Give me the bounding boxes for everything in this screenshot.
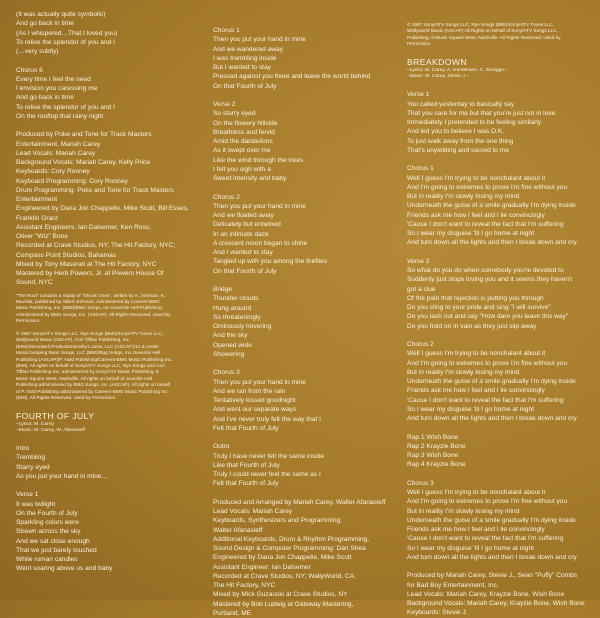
text-line: I was trembling inside — [213, 54, 277, 62]
text-line: Engineered by Dana Jon Chappelle, Mike Scott, Bill Esses, — [16, 205, 189, 213]
text-line: Rap 1 Wish Bone — [407, 433, 459, 441]
text-line: (BMI). All rights on behalf of Sony/ATV Songs LLC, Rye Songs and Cori — [16, 362, 165, 368]
spacer — [407, 423, 597, 432]
text-line: Chorus 3 — [213, 369, 240, 377]
text-line: And turn down all the lights and then I break down and cry — [407, 553, 577, 561]
text-line: (…very subtly) — [16, 48, 59, 55]
text-line: Recorded at Crave Studios, NY; WallyWorld, CA; — [213, 572, 356, 580]
text-line: Muchita, published by Albert Johnson, Administered by Careers-BMG — [16, 298, 160, 304]
text-line: And we sat close enough — [16, 537, 90, 545]
text-line: Publishing, 8 Music Square West, Nashville. All Rights Reserved. Used by — [407, 34, 561, 40]
spacer — [16, 481, 206, 490]
text-line: And went our separate ways — [213, 406, 297, 414]
text-line: Sweet intensity and baby — [213, 175, 287, 182]
text-line: To just walk away from the one thing — [407, 137, 514, 145]
text-line: On that Fourth of July — [213, 267, 277, 275]
text-line: Tiffani Publishing Inc. administered by Sony/ATV Music Publishing, 8 — [16, 369, 159, 375]
text-line: Sound, NYC — [16, 279, 53, 287]
text-line: On the Fourth of July — [16, 509, 78, 517]
column-left — [16, 10, 206, 574]
text-line: 'Cause I don't want to reveal the fact that I'm suffering — [407, 220, 564, 228]
text-line: (It was actually quite symbolic) — [16, 11, 106, 18]
text-line: Recorded at Crave Studios, NY; The Hit Factory, NYC; — [16, 242, 176, 250]
text-line: Opened wide — [213, 341, 252, 349]
text-line: I felt you sigh with a — [213, 165, 271, 173]
text-line: So I wear my disguise 'til I go home at night — [407, 230, 534, 238]
text-line: And we ran from the rain — [213, 387, 286, 395]
text-line: Do you lash out and say "How dare you leave this way" — [407, 313, 569, 321]
text-line: Oliver "Wiz" Bone — [16, 233, 68, 240]
text-line: Bridge — [213, 286, 233, 293]
text-line: Additional Keyboards, Drum & Rhythm Programming, — [213, 535, 370, 543]
text-line: Produced and Arranged by Mariah Carey, Walter Afanasieff — [213, 498, 386, 506]
text-line: Music Publishing, Inc. (BMI)/BMG Songs, Inc./Juvenile Hell Publishing, — [16, 305, 163, 311]
text-line: Breathless and fervid — [213, 128, 275, 136]
spacer — [407, 331, 597, 340]
text-line: Compass Point Studios, Bahamas — [16, 251, 117, 259]
text-line: Then you put your hand in mine — [213, 36, 306, 44]
text-line: Underneath the guise of a smile gradually I'm dying inside — [407, 378, 576, 386]
text-line: Verse 2 — [213, 101, 236, 108]
text-line: Underneath the guise of a smile gradually I'm dying inside — [407, 516, 576, 524]
text-line: Chorus 3 — [407, 479, 434, 487]
text-line: Tentatively kissed goodnight — [213, 397, 296, 404]
text-line: Felt that Fourth of July — [213, 424, 279, 432]
text-line: Thunder clouds — [213, 295, 259, 303]
text-line: So starry eyed — [213, 110, 256, 118]
text-line: But in reality I'm slowly losing my mind — [407, 507, 520, 515]
text-line: Rap 4 Krayzie Bone — [407, 461, 466, 469]
text-line: So what do you do when somebody you're devoted to — [407, 267, 564, 275]
text-line: On that Fourth of July — [213, 82, 277, 90]
text-line: And turn down all the lights and then I break down and cry — [407, 239, 577, 247]
spacer — [16, 56, 206, 65]
lyrics-block-bottom — [16, 444, 206, 574]
text-line: –Music: M. Carey, Stevie J.– — [407, 74, 469, 80]
spacer — [213, 276, 399, 285]
text-line: Drum Programming: Poke and Tone for Track Masters — [16, 186, 174, 194]
text-line: Chorus 2 — [407, 341, 434, 349]
text-line: (BMI). All Rights Reserved. Used by Permission. — [16, 394, 117, 400]
text-line: © 1997 Sony/ATV Songs LLC, Rye Songs (BMI)/Sony/ATV Tunes LLC, — [16, 330, 164, 336]
text-line: Felt that Fourth of July — [213, 480, 279, 488]
text-line: Showering — [213, 350, 245, 358]
text-line: Well I guess I'm trying to be nonchalant about it — [407, 489, 546, 497]
text-line: Mastered by Herb Powers, Jr. at Powers House Of — [16, 270, 164, 277]
song-credits-breakdown — [407, 68, 597, 81]
text-line: The Hit Factory, NYC — [213, 582, 276, 589]
text-line: –Lyrics: M. Carey, A. Henderson, C. Scraggs– — [407, 67, 507, 73]
text-line: Verse 1 — [407, 91, 430, 99]
text-line: So I wear my disguise 'til I go home at night — [407, 544, 534, 552]
text-line: Background Vocals: Mariah Carey, Kelly Price — [16, 159, 151, 166]
column-middle — [213, 26, 399, 618]
text-line: As you put your hand in mine… — [16, 472, 108, 480]
text-line: And go back in time — [16, 94, 74, 102]
text-line: 'Cause I don't want to reveal the fact that I'm suffering — [407, 396, 564, 404]
text-line: So I wear my disguise 'til I go home at night — [407, 405, 534, 413]
text-line: Lead Vocals: Mariah Carey — [213, 508, 293, 515]
text-line: Ominously hovering — [213, 323, 272, 330]
text-line: Amid the dandelions — [213, 138, 273, 145]
text-line: Publishing administered by BMG Songs, Inc. (ASCAP). All rights on behalf — [16, 382, 170, 388]
text-line: Of the pain that rejection is putting you through — [407, 294, 544, 302]
text-line: Do you hold on in vain as they just slip away — [407, 322, 537, 330]
text-line: for Bad Boy Entertainment, Inc. — [407, 581, 499, 589]
lyrics-block-right — [407, 90, 597, 617]
text-line: Mixed by Mick Guzauski at Crave Studios, NY — [213, 591, 348, 599]
text-line: Tangled up with you among the fireflies — [213, 258, 327, 266]
text-line: Portland, ME — [213, 609, 252, 617]
text-line: of P. Nold Publishing administered by Careers-BMG Music Publishing Inc. — [16, 388, 169, 394]
text-line: Music/Jumping Bean Songs, LLC (BMI)/Bug Songs, Inc./Juvenile Hell — [16, 350, 161, 356]
spacer — [213, 91, 399, 100]
text-line: Sound Design & Computer Programming: Dan Shea — [213, 545, 366, 552]
text-line: Then you put your hand in mine — [213, 378, 306, 386]
text-line: That's unyielding and sacred to me — [407, 146, 510, 154]
text-line: And I've never truly felt the way that I — [213, 415, 321, 423]
text-line: You called yesterday to basically say — [407, 100, 515, 108]
text-line: And the sky — [213, 332, 248, 340]
text-line: Produced by Mariah Carey, Stevie J., Sean "Puffy" Combs — [407, 572, 578, 580]
text-line: Keyboards: Cory Rooney — [16, 168, 90, 176]
text-line: Like that Fourth of July — [213, 461, 280, 469]
spacer — [407, 470, 597, 479]
text-line: A crescent moon began to shine — [213, 239, 308, 247]
text-line: Assistant Engineer: Ian Dalsemer — [213, 563, 311, 571]
text-line: Rap 3 Wish Bone — [407, 452, 459, 460]
text-line: Every time I feel the need — [16, 75, 91, 83]
text-line: And turn down all the lights and then I break down and cry — [407, 415, 577, 423]
text-line: Strewn across the sky — [16, 528, 81, 536]
song-title-breakdown: BREAKDOWN — [407, 56, 467, 67]
text-line: Verse 1 — [16, 491, 39, 499]
text-line: Lead Vocals: Mariah Carey — [16, 149, 96, 157]
text-line: And I wanted to stay — [213, 249, 273, 256]
text-line: Music Square West, Nashville. All rights on behalf of Juvenile Hell — [16, 375, 153, 381]
copyright-notes-right — [407, 22, 597, 48]
text-line: Friends ask me how I feel and I lie convincingly — [407, 387, 545, 395]
text-line: Permission. — [16, 318, 41, 324]
text-line: Well I guess I'm trying to be nonchalant about it — [407, 350, 546, 358]
text-line: In an intimate daze — [213, 230, 269, 238]
spacer — [213, 489, 399, 498]
text-line: Well I guess I'm trying to be nonchalant about it — [407, 174, 546, 182]
text-line: Rap 2 Krayzie Bone — [407, 442, 466, 450]
text-line: That we just barely touched — [16, 546, 97, 554]
text-line: Wallyworld Music (ASCAP), Cori Tiffani Publishing, Inc. — [16, 337, 131, 343]
text-line: And I'm going to extremes to prove I'm fine without you — [407, 359, 568, 367]
text-line: Starry eyed — [16, 463, 50, 471]
text-line: Mixed by Tony Maserati at The Hit Factory, NYC — [16, 260, 157, 268]
text-line: Engineered by Dana Jon Chappelle, Mike Scott — [213, 554, 352, 562]
text-line: Walter Afanasieff — [213, 526, 263, 534]
text-line: Permission. — [407, 41, 432, 47]
text-line: got a clue — [407, 285, 436, 293]
column-right — [407, 22, 597, 618]
text-line: Produced by Poke and Tone for Track Masters — [16, 131, 152, 139]
text-line: Administered by BMG Songs, Inc. (ASCAP). All Rights Reserved. Used By — [16, 311, 171, 317]
text-line: Pressed against you there and leave the world behind — [213, 73, 371, 81]
text-line: Chorus 1 — [407, 165, 434, 173]
song-credits — [16, 422, 206, 435]
text-line: Outro — [213, 443, 230, 451]
text-line: Keyboards: Stevie J. — [407, 609, 468, 617]
text-line: And we wandered away — [213, 45, 284, 53]
text-line: Friends ask me how I feel and I lie convincingly — [407, 526, 545, 534]
text-line: Truly I could never feel the same as I — [213, 471, 321, 478]
text-line: That you care for me but that you're just not in love — [407, 109, 556, 117]
text-line: Trembling — [16, 454, 46, 462]
text-line: Verse 2 — [407, 257, 430, 265]
text-line: Suddenly just stops loving you and it seems they haven't — [407, 276, 573, 284]
text-line: Keyboard Programming: Cory Rooney — [16, 177, 128, 185]
spacer — [16, 121, 206, 130]
text-line: And go back in time — [16, 20, 74, 28]
text-line: Friends ask me how I feel and I lie convincingly — [407, 211, 545, 219]
text-line: Publishing (ASCAP)/P. Nold Publishing/Careers-BMG Music Publishing Inc. — [16, 356, 173, 362]
text-line: And I'm going to extremes to prove I'm fine without you — [407, 183, 568, 191]
lyrics-block-top — [16, 10, 206, 288]
text-line: –Music: M. Carey, W. Afanasieff — [16, 428, 85, 434]
text-line: Wallyworld Music (ASCAP) All Rights on behalf of Sony/ATV Songs LLC, — [407, 28, 558, 34]
text-line: But in reality I'm slowly losing my mind — [407, 368, 520, 376]
text-line: As it swept over me — [213, 147, 271, 155]
text-line: Do you cling to your pride and sing "I will survive" — [407, 304, 551, 312]
text-line: Chorus 1 — [213, 27, 240, 34]
text-line: (BMI)/Sismoweli Productions/Jelly's Jams, LLC (ASCAP)/12 & Under — [16, 343, 159, 349]
spacer — [407, 155, 597, 164]
spacer — [213, 183, 399, 192]
text-line: Chorus 6 — [16, 66, 43, 74]
lyrics-block-middle — [213, 26, 399, 618]
text-line: Lead Vocals: Mariah Carey, Krayzie Bone, Wish Bone — [407, 590, 565, 598]
text-line: Intro — [16, 445, 30, 453]
text-line: Delicately but entwined — [213, 221, 281, 229]
text-line: Assistant Engineers: Ian Dalsemer, Ken Ross, — [16, 223, 151, 231]
text-line: Keyboards, Synthesizers and Programming: — [213, 517, 343, 525]
text-line: Went soaring above us and baby — [16, 565, 113, 573]
text-line: Like the wind through the trees — [213, 156, 304, 164]
text-line: Entertainment, Mariah Carey — [16, 140, 101, 148]
text-line: Underneath the guise of a smile gradually I'm dying inside — [407, 202, 576, 210]
spacer — [407, 562, 597, 571]
song-title-fourth-of-july: FOURTH OF JULY — [16, 410, 95, 421]
text-line: To relive the splendor of you and I — [16, 103, 115, 111]
text-line: Truly I have never felt the same inside — [213, 452, 325, 460]
text-line: Mastered by Bob Ludwig at Gateway Mastering, — [213, 600, 354, 608]
spacer — [407, 248, 597, 257]
text-line: While roman candles — [16, 556, 78, 564]
text-line: Immediately I pretended to be feeling similarly — [407, 119, 542, 127]
text-line: And I'm going to extremes to prove I'm fine without you — [407, 498, 568, 506]
text-line: Background Vocals: Mariah Carey, Krayzie Bone, Wish Bone — [407, 600, 585, 608]
text-line: Entertainment — [16, 196, 58, 203]
text-line: But I wanted to stay — [213, 64, 271, 71]
text-line: Hung around — [213, 304, 252, 312]
spacer — [213, 433, 399, 442]
text-line: "The Roof" contains a replay of "Shook Ones", written by A. Johnson, K. — [16, 292, 166, 298]
text-line: –Lyrics: M. Carey — [16, 421, 54, 427]
text-line: To relive the splendor of you and I — [16, 38, 115, 46]
text-line: Then you put your hand in mine — [213, 202, 306, 210]
text-line: 'Cause I don't want to reveal the fact that I'm suffering — [407, 535, 564, 543]
text-line: Franklin Grant — [16, 214, 58, 222]
text-line: But in reality I'm slowly losing my mind — [407, 193, 520, 201]
text-line: On the rooftop that rainy night — [16, 112, 104, 120]
text-line: And led you to believe I was O.K. — [407, 128, 505, 136]
text-line: I envision you caressing me — [16, 85, 98, 92]
text-line: On the flowery hillside — [213, 119, 278, 127]
text-line: © 1997 Sony/ATV Songs LLC, Rye Songs (BMI)/Sony/ATV Tunes LLC, — [407, 22, 555, 27]
text-line: Chorus 2 — [213, 193, 240, 201]
text-line: (As I whispered…That I loved you) — [16, 29, 118, 37]
text-line: And we floated away — [213, 212, 274, 219]
text-line: It was twilight — [16, 500, 56, 508]
spacer — [213, 359, 399, 368]
text-line: Sparkling colors were — [16, 519, 80, 527]
copyright-notes — [16, 293, 206, 402]
text-line: So threateningly — [213, 313, 261, 321]
